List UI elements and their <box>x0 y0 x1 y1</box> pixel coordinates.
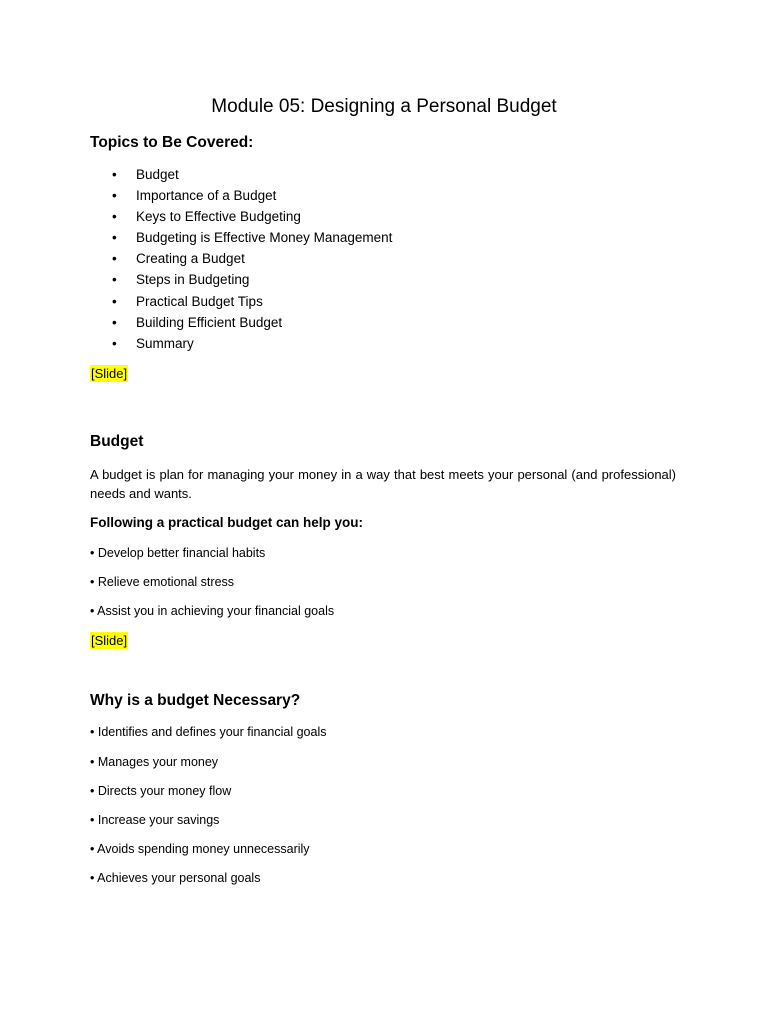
list-item <box>90 227 392 248</box>
list-item-text: Practical Budget Tips <box>136 293 263 309</box>
list-item-text: Summary <box>136 335 194 351</box>
list-item-text: Building Efficient Budget <box>136 314 283 330</box>
list-item <box>90 164 392 185</box>
list-item: • Avoids spending money unnecessarily <box>90 842 310 856</box>
list-item: • Manages your money <box>90 755 219 769</box>
page-title: Module 05: Designing a Personal Budget <box>211 96 557 117</box>
list-item: • Develop better financial habits <box>90 546 266 560</box>
bullet-icon: • <box>112 167 117 182</box>
budget-paragraph: A budget is plan for managing your money in a way that best meets your personal (and professional) needs and wants. <box>90 467 676 501</box>
bullet-icon: • <box>112 314 117 330</box>
bullet-icon: • <box>112 188 117 204</box>
list-item-text: Creating a Budget <box>136 251 245 267</box>
list-item <box>90 206 392 227</box>
slide-marker: [Slide] <box>91 633 128 648</box>
bullet-icon: • <box>112 230 117 246</box>
list-item <box>90 333 392 354</box>
list-item: • Achieves your personal goals <box>90 871 261 885</box>
list-item: • Assist you in achieving your financial goals <box>90 604 335 618</box>
list-item <box>90 291 392 312</box>
list-item: • Relieve emotional stress <box>90 575 235 589</box>
bullet-icon: • <box>112 335 117 351</box>
bullet-icon: • <box>112 293 117 309</box>
list-item <box>90 269 392 290</box>
list-item: • Directs your money flow <box>90 784 232 798</box>
list-item-text: Importance of a Budget <box>136 188 277 204</box>
list-item-text: Budgeting is Effective Money Management <box>136 230 393 246</box>
topics-heading: Topics to Be Covered: <box>90 134 254 151</box>
list-item-text: Steps in Budgeting <box>136 272 250 288</box>
bullet-icon: • <box>112 272 117 288</box>
budget-heading: Budget <box>90 433 144 450</box>
necessary-heading: Why is a budget Necessary? <box>90 692 301 709</box>
list-item-text: Budget <box>136 167 179 182</box>
slide-marker: [Slide] <box>91 366 128 381</box>
list-item-text: Keys to Effective Budgeting <box>136 209 301 225</box>
bullet-icon: • <box>112 251 117 267</box>
list-item <box>90 185 392 206</box>
list-item: • Increase your savings <box>90 813 220 827</box>
topics-list <box>90 164 392 354</box>
bullet-icon: • <box>112 209 117 225</box>
budget-subheading: Following a practical budget can help you: <box>90 515 364 530</box>
list-item: • Identifies and defines your financial goals <box>90 725 327 739</box>
list-item <box>90 248 392 269</box>
list-item <box>90 312 392 333</box>
